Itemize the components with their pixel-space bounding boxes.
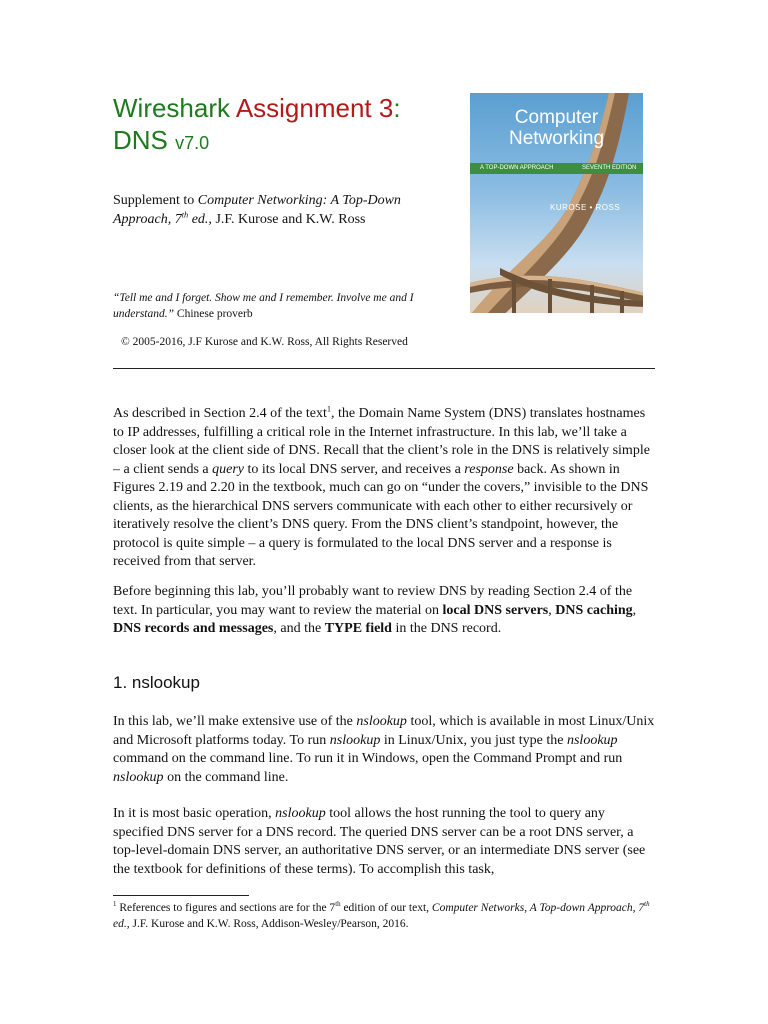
cover-title-line2: Networking — [508, 128, 605, 149]
term-nslookup: nslookup — [356, 714, 407, 729]
paragraph-nslookup-intro — [113, 713, 658, 787]
header-rule — [113, 368, 655, 369]
term-nslookup: nslookup — [566, 732, 618, 748]
paragraph-review — [113, 583, 658, 639]
subtitle — [113, 191, 443, 229]
book-cover-image — [470, 93, 643, 313]
title-colon: : — [393, 93, 401, 123]
para2-sep2: , — [632, 602, 637, 618]
term-nslookup: nslookup — [275, 806, 326, 821]
quote-text: “Tell me and I forget. Show me and I remember. Involve me and I understand.” — [113, 292, 414, 320]
para2-sep1: , — [548, 602, 556, 618]
cover-band-right: SEVENTH EDITION — [582, 165, 637, 171]
cover-band — [470, 163, 643, 174]
term-query: query — [212, 461, 245, 477]
para2-sep3: , and the — [273, 621, 325, 636]
para3-c: in Linux/Unix, you just type the — [380, 732, 567, 748]
footnote-ref[interactable]: 1 — [326, 404, 332, 414]
subtitle-book-sup: th — [181, 210, 189, 220]
term-nslookup: nslookup — [329, 732, 381, 748]
footnote-sup2: th — [335, 901, 341, 909]
para3-e: on the command line. — [163, 769, 289, 785]
para4-a: In it is most basic operation, — [113, 806, 276, 821]
para1-c: to its local DNS server, and receives a — [244, 461, 465, 477]
para3-d: command on the command line. To run it in Windows, open the Command Prompt and run — [113, 751, 623, 766]
para3-b: tool, which is available in most Linux/Unix and Microsoft platforms today. To run — [113, 714, 655, 748]
paragraph-nslookup-operation — [113, 805, 658, 879]
footnote-a: References to figures and sections are for the 7 — [116, 902, 336, 914]
subtitle-prefix: Supplement to — [113, 193, 198, 208]
footnote-sup3: th — [644, 901, 650, 909]
term-local-dns: local DNS servers — [442, 602, 549, 618]
term-dns-records: DNS records and messages — [113, 621, 274, 636]
quote-source: Chinese proverb — [174, 308, 253, 320]
para1-a: As described in Section 2.4 of the text — [113, 406, 327, 421]
title-assignment: Assignment 3 — [235, 93, 394, 123]
footnote-b: edition of our text, — [340, 902, 432, 914]
footnote — [113, 900, 658, 932]
para1-b: , the Domain Name System (DNS) translates hostnames to IP addresses, fulfilling a critical role in the Internet infrastructure. In this lab, we’ll take a closer look at the client side of DNS. Recall that the client’s role in the DNS is relatively simple – a client sends a — [113, 406, 650, 477]
copyright-notice: © 2005-2016, J.F Kurose and K.W. Ross, All Rights Reserved — [121, 336, 408, 348]
footnote-number: 1 — [113, 901, 117, 909]
term-nslookup: nslookup — [113, 769, 164, 785]
epigraph — [113, 290, 458, 322]
footnote-ed: ed., — [113, 918, 130, 930]
subtitle-edition: ed., — [188, 212, 212, 227]
cover-title-line1: Computer — [514, 107, 599, 128]
document-title — [113, 92, 453, 159]
para2-end: in the DNS record. — [391, 621, 502, 636]
para1-d: back. As shown in Figures 2.19 and 2.20 in the textbook, much can go on “under the covers,” invisible to the DNS clients, as the hierarchical DNS servers communicate with each other to either recursively or iteratively resolve the client’s DNS query. From the DNS client’s standpoint, however, the protocol is quite simple – a query is formulated to the local DNS server and a response is received from that server. — [113, 461, 649, 569]
cover-authors: KUROSE • ROSS — [550, 203, 621, 212]
term-dns-caching: DNS caching — [555, 602, 633, 618]
subtitle-book: Computer Networking: A Top-Down Approach, 7 — [113, 193, 401, 227]
term-type-field: TYPE field — [324, 621, 392, 636]
term-response: response — [464, 461, 514, 477]
footnote-rule — [113, 895, 249, 896]
para3-a: In this lab, we’ll make extensive use of the — [113, 714, 357, 729]
title-wireshark: Wireshark — [113, 93, 236, 123]
para4-b: tool allows the host running the tool to query any specified DNS server for a DNS record. The queried DNS server can be a root DNS server, a top-level-domain DNS server, an authoritative DNS server, or an intermediate DNS server (see the textbook for definitions of these terms). To accomplish this task, — [113, 806, 646, 877]
para2-a: Before beginning this lab, you’ll probably want to review DNS by reading Section 2.4 of the text. In particular, you may want to review the material on — [113, 584, 633, 618]
footnote-c: J.F. Kurose and K.W. Ross, Addison-Wesley/Pearson, 2016. — [129, 918, 409, 930]
section-heading-nslookup: 1. nslookup — [113, 673, 200, 692]
title-version: v7.0 — [175, 133, 210, 153]
paragraph-intro — [113, 405, 658, 572]
cover-title — [470, 107, 643, 149]
footnote-book: Computer Networks, A Top-down Approach, 7 — [431, 902, 645, 914]
subtitle-authors: J.F. Kurose and K.W. Ross — [211, 212, 366, 227]
cover-band-left: A TOP-DOWN APPROACH — [480, 165, 554, 171]
title-dns: DNS — [113, 125, 176, 155]
